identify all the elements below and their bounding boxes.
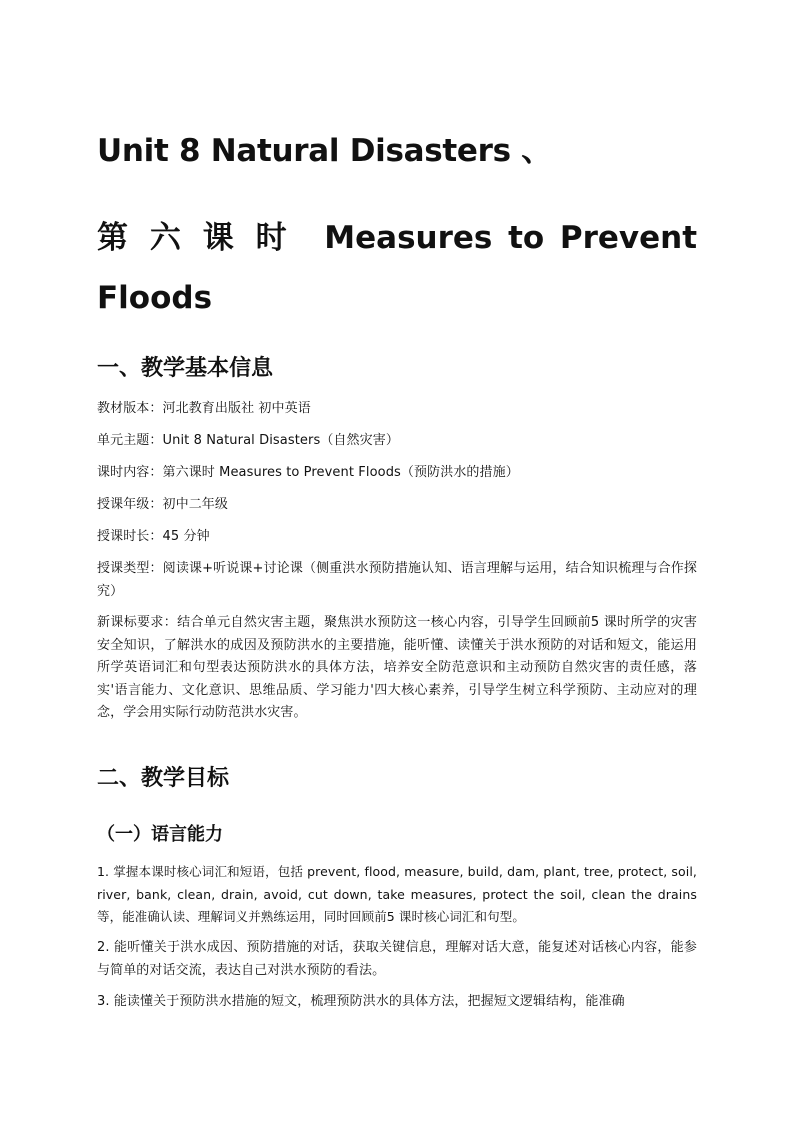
goal-item-3: 3. 能读懂关于预防洪水措施的短文，梳理预防洪水的具体方法，把握短文逻辑结构，能准确 (97, 994, 625, 1009)
document-title-line2 (97, 208, 697, 328)
section-heading-basic-info: 一、教学基本信息 (97, 356, 274, 381)
info-lesson-content: 课时内容：第六课时 Measures to Prevent Floods（预防洪水的措施） (97, 465, 519, 480)
info-lesson-type: 授课类型：阅读课+听说课+讨论课（侧重洪水预防措施认知、语言理解与运用，结合知识梳理与合作探究） (97, 561, 697, 599)
info-textbook: 教材版本：河北教育出版社 初中英语 (97, 401, 311, 416)
lesson-number: 第六课时 (97, 220, 309, 256)
document-title-line1: Unit 8 Natural Disasters 、 (97, 133, 552, 169)
info-grade: 授课年级：初中二年级 (97, 497, 229, 512)
info-curriculum-requirements: 新课标要求：结合单元自然灾害主题，聚焦洪水预防这一核心内容，引导学生回顾前5 课时所学的灾害安全知识，了解洪水的成因及预防洪水的主要措施，能听懂、读懂关于洪水预防的对话和短文，能运用所学英语词汇和句型表达预防洪水的具体方法，培养安全防范意识和主动预防自然灾害的责任感，落实'语言能力、文化意识、思维品质、学习能力'四大核心素养，引导学生树立科学预防、主动应对的理念，学会用实际行动防范洪水灾害。 (97, 615, 697, 720)
info-duration: 授课时长：45 分钟 (97, 529, 210, 544)
section-heading-objectives: 二、教学目标 (97, 766, 230, 791)
info-unit-theme: 单元主题：Unit 8 Natural Disasters（自然灾害） (97, 433, 399, 448)
subheading-language-ability: （一）语言能力 (97, 824, 223, 845)
goal-item-2: 2. 能听懂关于洪水成因、预防措施的对话，获取关键信息，理解对话大意，能复述对话核心内容，能参与简单的对话交流，表达自己对洪水预防的看法。 (97, 940, 697, 978)
goal-item-1: 1. 掌握本课时核心词汇和短语，包括 prevent, flood, measure, build, dam, plant, tree, protect, soil, river, bank, clean, drain, avoid, cut down, take measures, protect the soil, clean the drains 等，能准确认读、理解词义并熟练运用，同时回顾前5 课时核心词汇和句型。 (97, 864, 697, 924)
lesson-title: Measures to Prevent Floods (97, 220, 698, 316)
